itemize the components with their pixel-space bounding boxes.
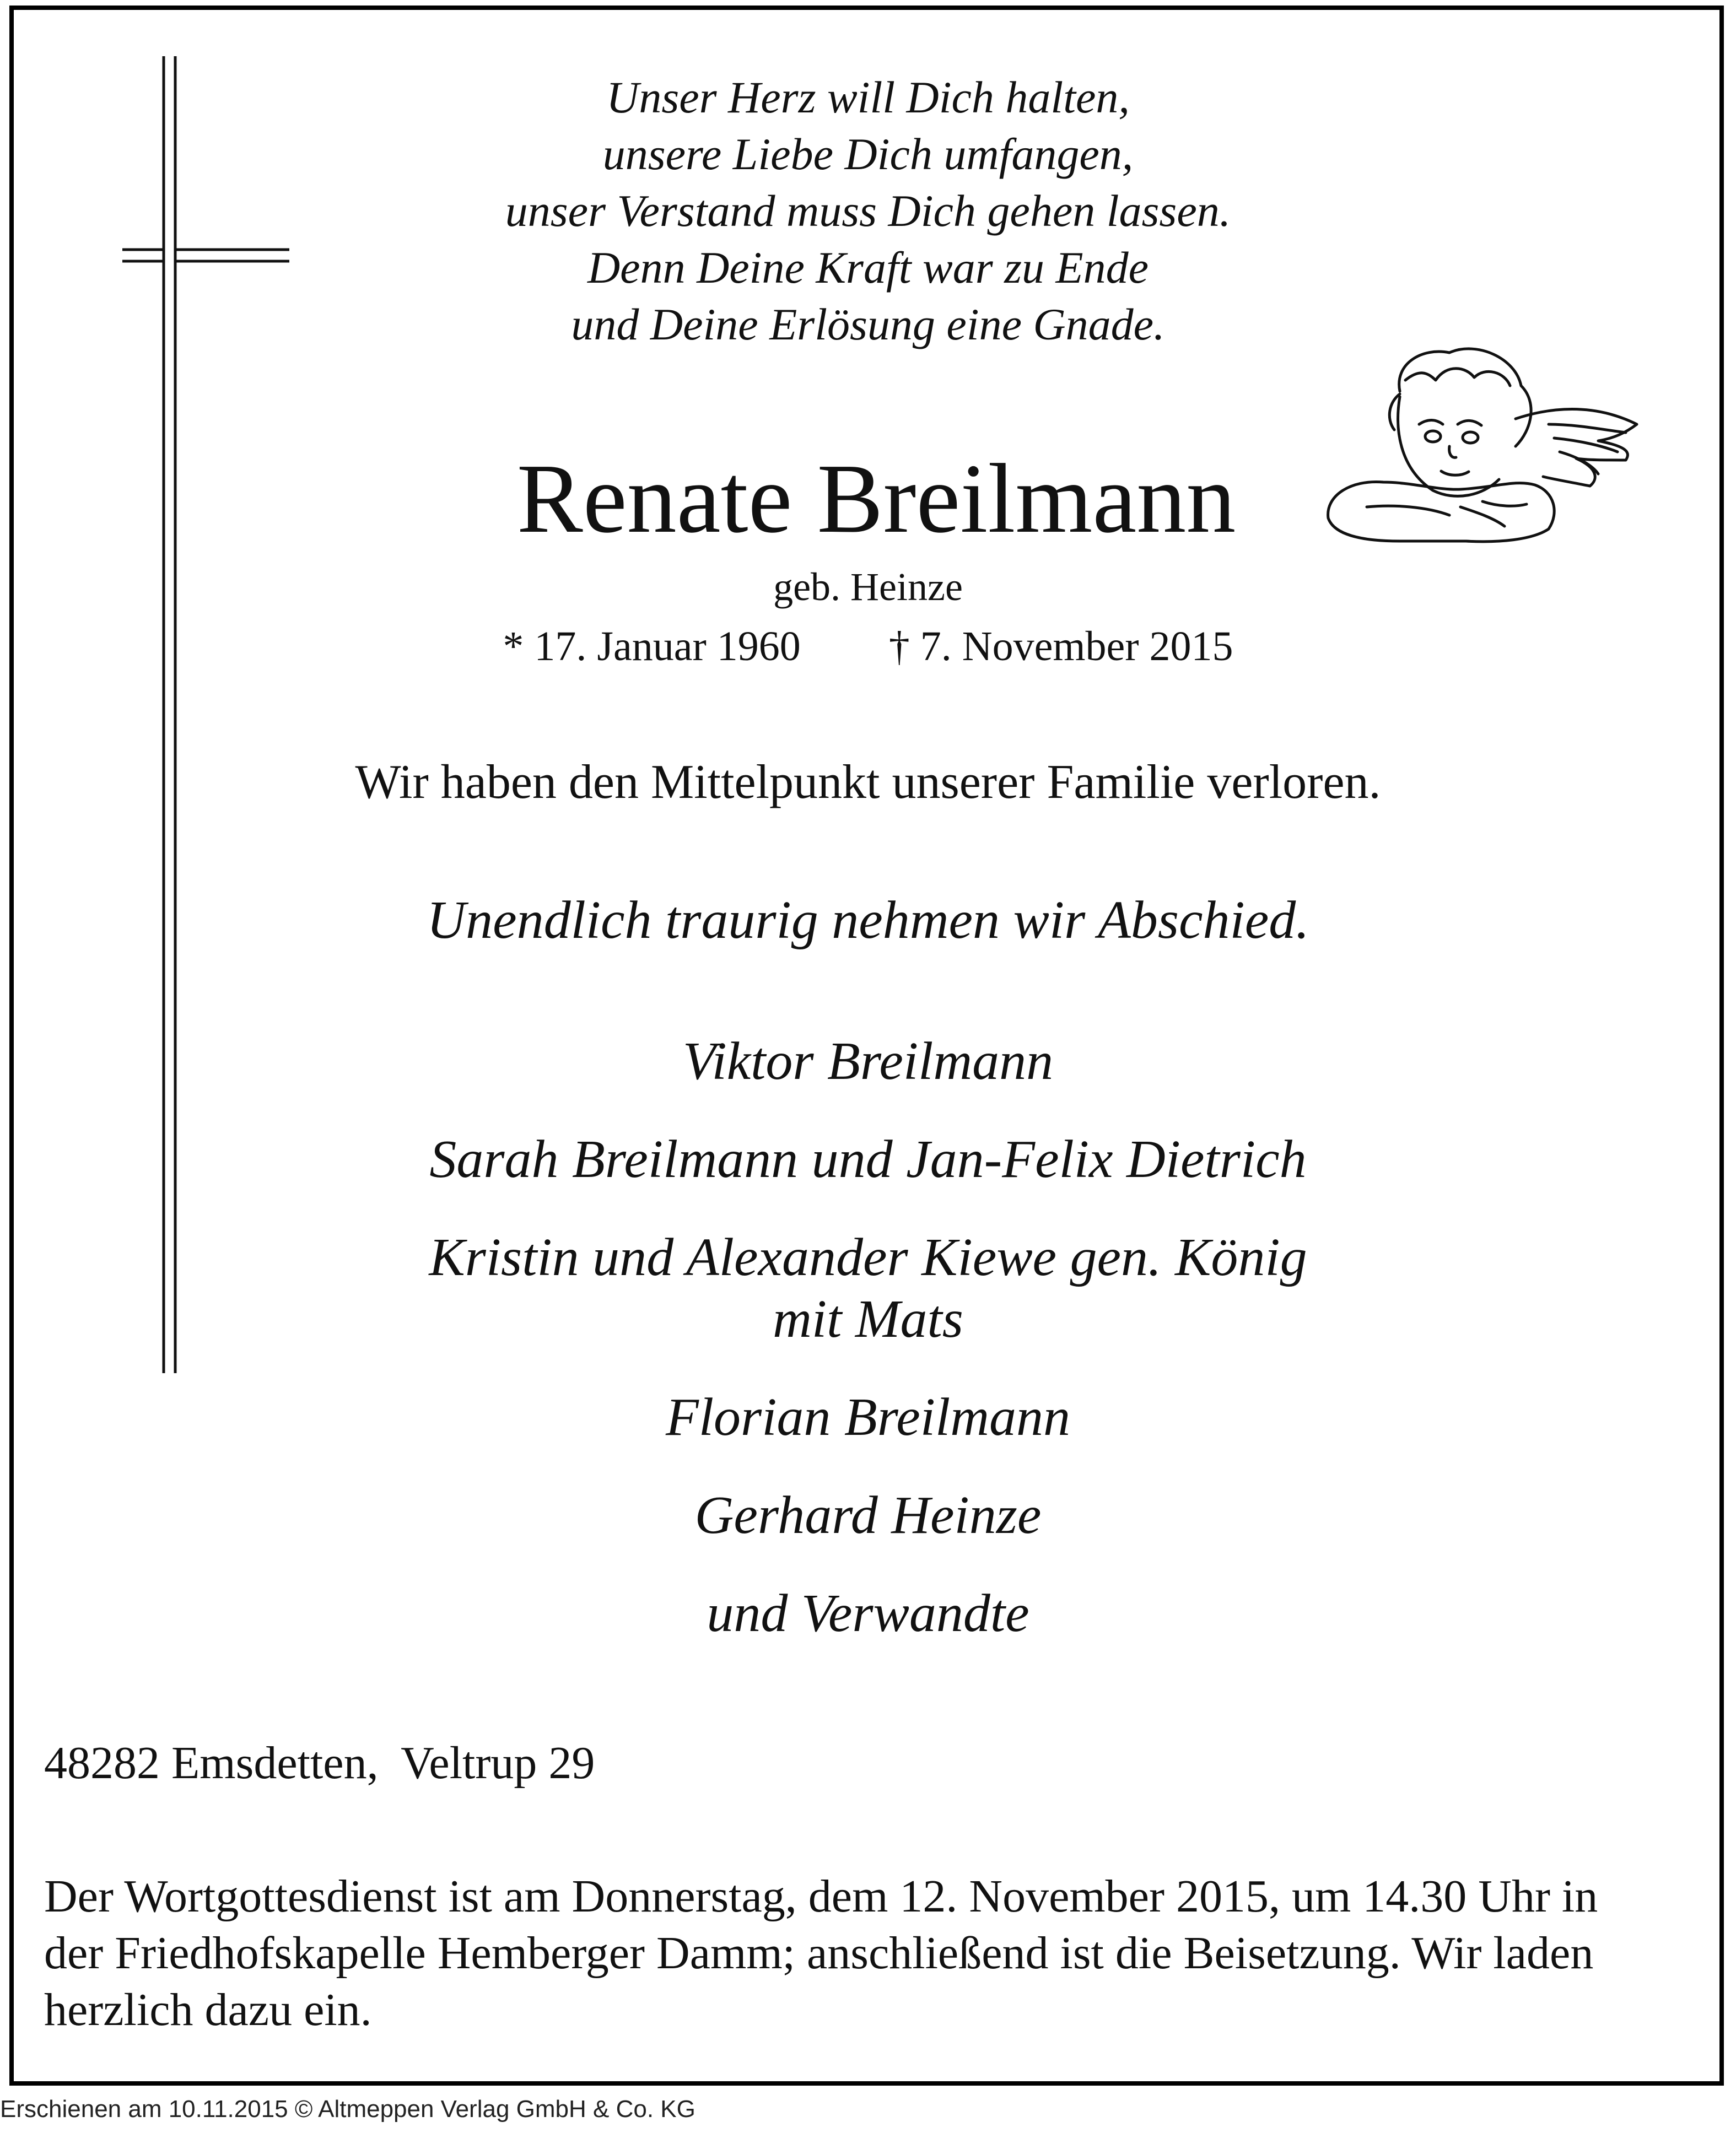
service-line: der Friedhofskapelle Hemberger Damm; anschließend ist die Beisetzung. Wir laden <box>44 1927 1594 1979</box>
poem-line: Unser Herz will Dich halten, <box>606 72 1130 122</box>
mourner: Viktor Breilmann <box>682 1032 1054 1091</box>
mourner: Gerhard Heinze <box>694 1486 1042 1545</box>
birth-date: * 17. Januar 1960 <box>503 623 801 669</box>
poem <box>0 69 1736 353</box>
death-date: † 7. November 2015 <box>888 623 1233 669</box>
mourner: Florian Breilmann <box>665 1387 1071 1447</box>
mourner: mit Mats <box>773 1289 963 1349</box>
mourner: und Verwandte <box>707 1584 1029 1643</box>
poem-line: unsere Liebe Dich umfangen, <box>602 129 1134 179</box>
life-dates <box>0 622 1736 671</box>
service-line: Der Wortgottesdienst ist am Donnerstag, dem 12. November 2015, um 14.30 Uhr in <box>44 1871 1598 1922</box>
service-notice <box>44 1868 1692 2038</box>
mourners-list <box>0 1030 1736 1644</box>
publication-footer: Erschienen am 10.11.2015 © Altmeppen Verlag GmbH & Co. KG <box>0 2096 696 2123</box>
farewell-statement: Unendlich traurig nehmen wir Abschied. <box>427 890 1309 950</box>
loss-statement: Wir haben den Mittelpunkt unserer Familie verloren. <box>355 755 1381 809</box>
poem-line: unser Verstand muss Dich gehen lassen. <box>505 186 1231 236</box>
service-line: herzlich dazu ein. <box>44 1984 372 2035</box>
mourner: Kristin und Alexander Kiewe gen. König <box>429 1228 1307 1287</box>
poem-line: Denn Deine Kraft war zu Ende <box>587 242 1149 293</box>
address: 48282 Emsdetten, Veltrup 29 <box>44 1737 595 1789</box>
deceased-name: Renate Breilmann <box>516 444 1236 553</box>
birth-name: geb. Heinze <box>773 565 963 609</box>
poem-line: und Deine Erlösung eine Gnade. <box>571 299 1165 349</box>
mourner: Sarah Breilmann und Jan-Felix Dietrich <box>429 1130 1307 1189</box>
